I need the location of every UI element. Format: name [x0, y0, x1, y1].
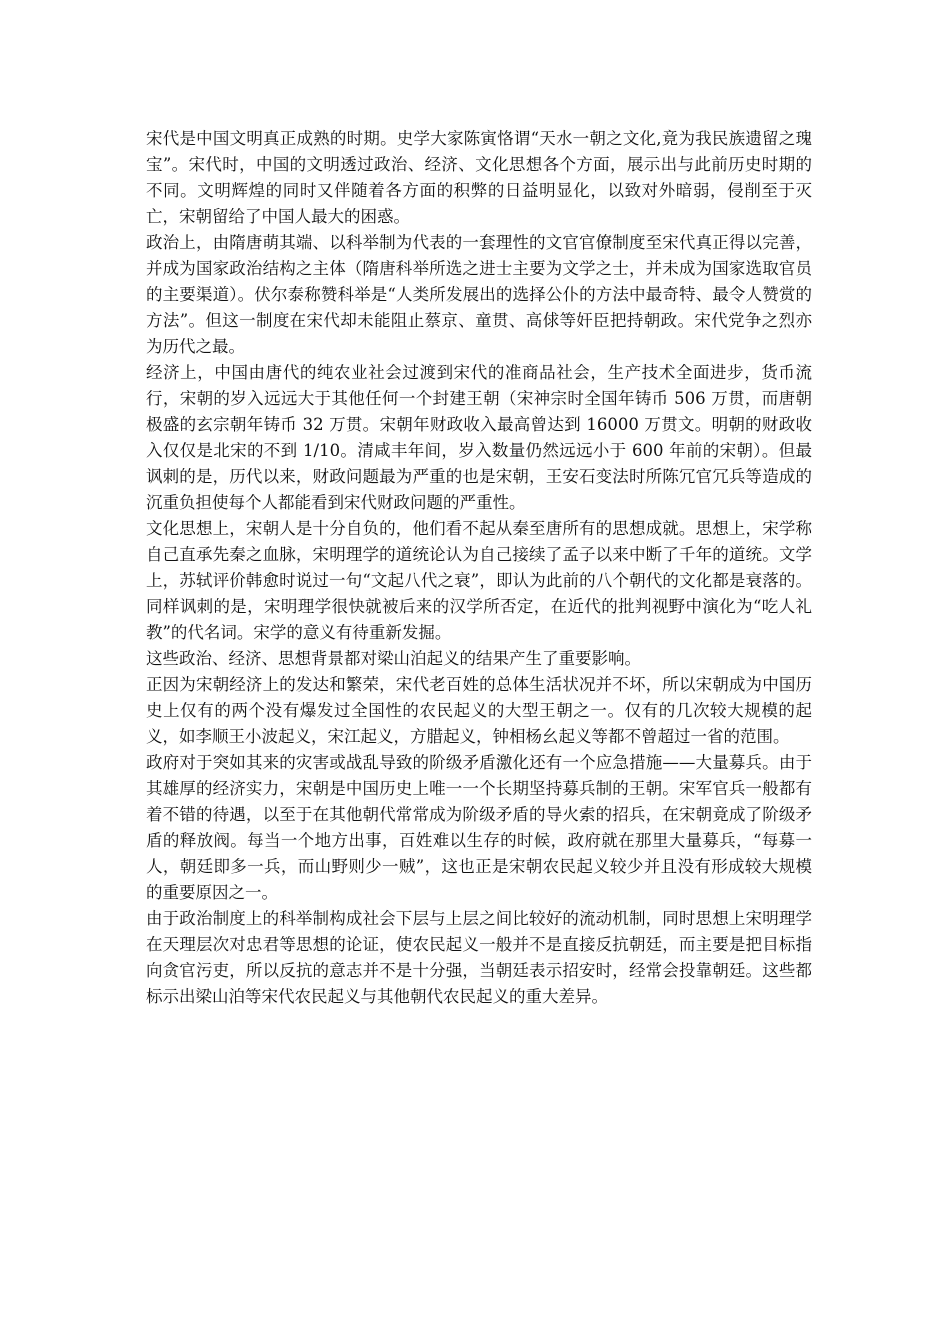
paragraph-intro: 宋代是中国文明真正成熟的时期。史学大家陈寅恪谓“天水一朝之文化,竟为我民族遗留之瑰宝”。宋代时，中国的文明透过政治、经济、文化思想各个方面，展示出与此前历史时期的不同。文明辉煌的同时又伴随着各方面的积弊的日益明显化，以致对外暗弱，侵削至于灭亡，宋朝留给了中国人最大的困惑。: [146, 129, 812, 226]
paragraph-politics: 政治上，由隋唐萌其端、以科举制为代表的一套理性的文官官僚制度至宋代真正得以完善，并成为国家政治结构之主体（隋唐科举所选之进士主要为文学之士，并未成为国家选取官员的主要渠道）。伏尔泰称赞科举是“人类所发展出的选择公仆的方法中最奇特、最令人赞赏的方法”。但这一制度在宋代却未能阻止蔡京、童贯、高俅等奸臣把持朝政。宋代党争之烈亦为历代之最。: [146, 233, 812, 356]
document-body: [146, 126, 812, 1010]
paragraph-recruitment: 政府对于突如其来的灾害或战乱导致的阶级矛盾激化还有一个应急措施——大量募兵。由于其雄厚的经济实力，宋朝是中国历史上唯一一个长期坚持募兵制的王朝。宋军官兵一般都有着不错的待遇，以至于在其他朝代常常成为阶级矛盾的导火索的招兵，在宋朝竟成了阶级矛盾的释放阀。每当一个地方出事，百姓难以生存的时候，政府就在那里大量募兵，“每募一人，朝廷即多一兵，而山野则少一贼”，这也正是宋朝农民起义较少并且没有形成较大规模的重要原因之一。: [146, 753, 812, 902]
paragraph-economy: 经济上，中国由唐代的纯农业社会过渡到宋代的准商品社会，生产技术全面进步，货币流行，宋朝的岁入远远大于其他任何一个封建王朝（宋神宗时全国年铸币 506 万贯，而唐朝极盛的玄宗朝年铸币 32 万贯。宋朝年财政收入最高曾达到 16000 万贯文。明朝的财政收入仅仅是北宋的不到 1/10。清咸丰年间，岁入数量仍然远远小于 600 年前的宋朝）。但最讽刺的是，历代以来，财政问题最为严重的也是宋朝，王安石变法时所陈冗官冗兵等造成的沉重负担使每个人都能看到宋代财政问题的严重性。: [146, 363, 812, 512]
paragraph-prosperity: 正因为宋朝经济上的发达和繁荣，宋代老百姓的总体生活状况并不坏，所以宋朝成为中国历史上仅有的两个没有爆发过全国性的农民起义的大型王朝之一。仅有的几次较大规模的起义，如李顺王小波起义，宋江起义，方腊起义，钟相杨幺起义等都不曾超过一省的范围。: [146, 675, 812, 746]
paragraph-conclusion: 由于政治制度上的科举制构成社会下层与上层之间比较好的流动机制，同时思想上宋明理学在天理层次对忠君等思想的论证，使农民起义一般并不是直接反抗朝廷，而主要是把目标指向贪官污吏，所以反抗的意志并不是十分强，当朝廷表示招安时，经常会投靠朝廷。这些都标示出梁山泊等宋代农民起义与其他朝代农民起义的重大差异。: [146, 909, 812, 1006]
paragraph-culture: 文化思想上，宋朝人是十分自负的，他们看不起从秦至唐所有的思想成就。思想上，宋学称自己直承先秦之血脉，宋明理学的道统论认为自己接续了孟子以来中断了千年的道统。文学上，苏轼评价韩愈时说过一句“文起八代之衰”，即认为此前的八个朝代的文化都是衰落的。同样讽刺的是，宋明理学很快就被后来的汉学所否定，在近代的批判视野中演化为“吃人礼教”的代名词。宋学的意义有待重新发掘。: [146, 519, 812, 642]
paragraph-background: 这些政治、经济、思想背景都对梁山泊起义的结果产生了重要影响。: [146, 649, 641, 668]
